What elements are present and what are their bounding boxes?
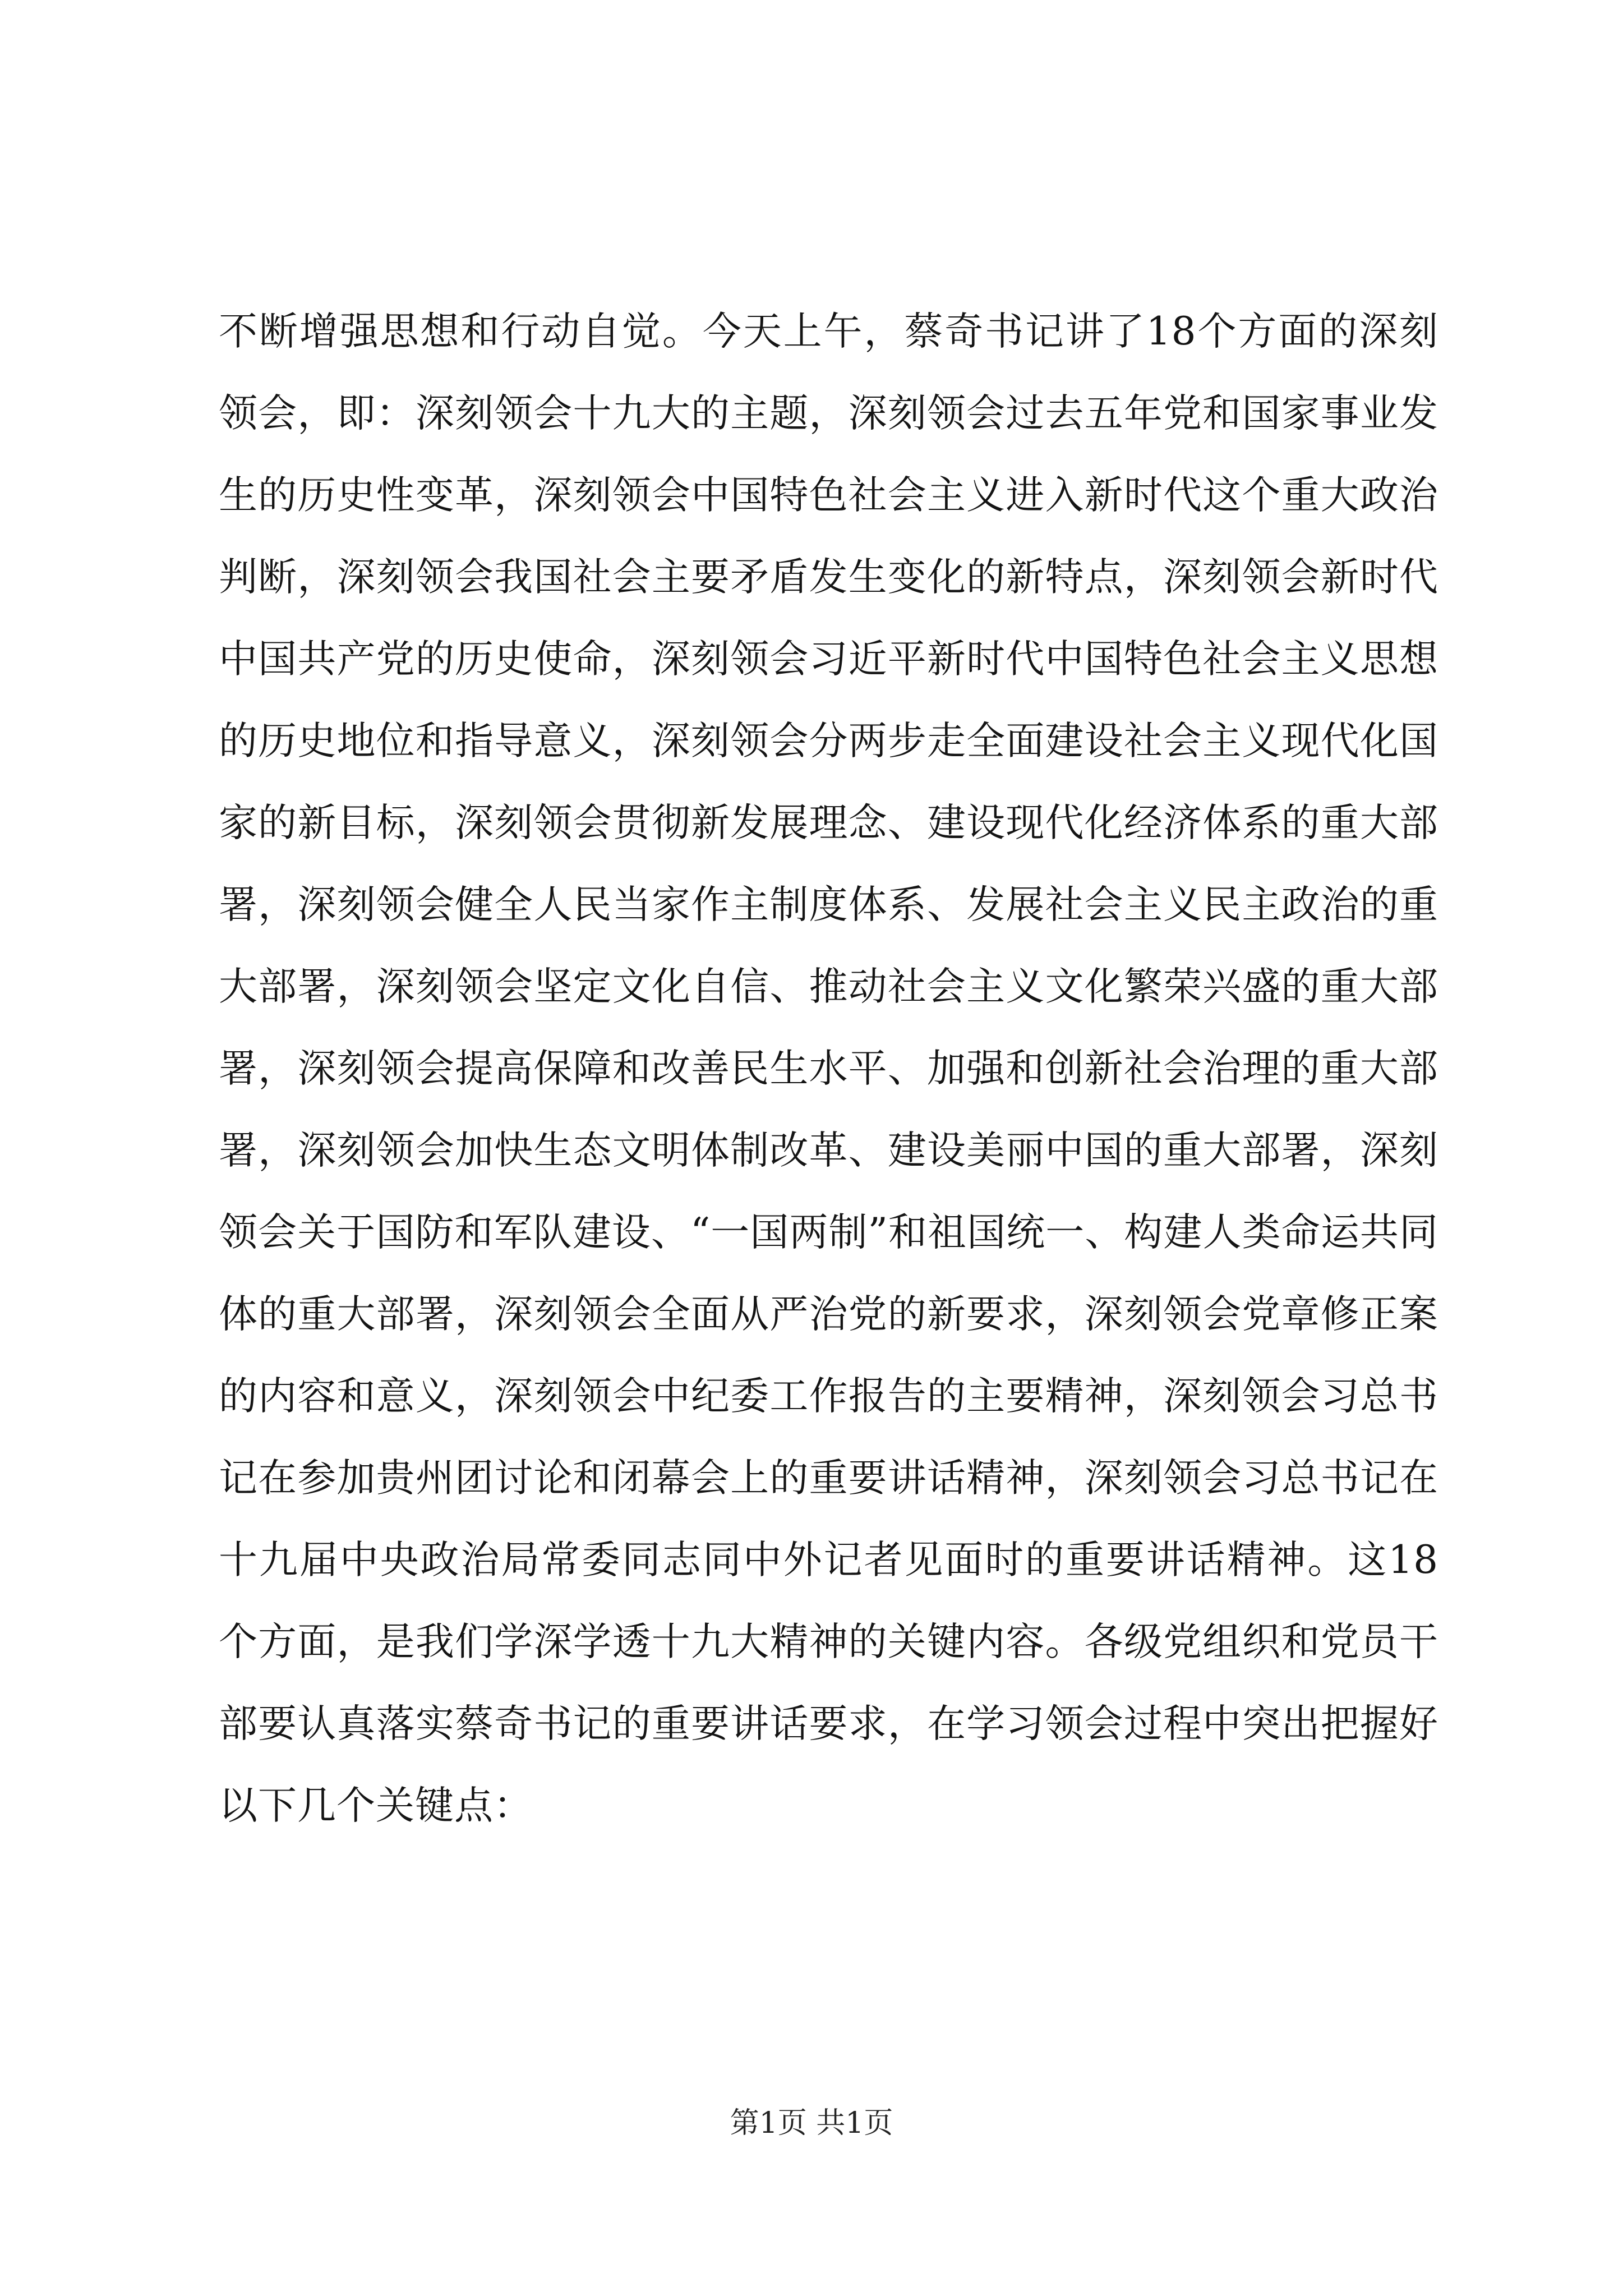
page-footer: 第1页 共1页: [730, 2106, 893, 2140]
body-paragraph: 不断增强思想和行动自觉。今天上午，蔡奇书记讲了18个方面的深刻领会，即：深刻领会十九大的主题，深刻领会过去五年党和国家事业发生的历史性变革，深刻领会中国特色社会主义进入新时代这个重大政治判断，深刻领会我国社会主要矛盾发生变化的新特点，深刻领会新时代中国共产党的历史使命，深刻领会习近平新时代中国特色社会主义思想的历史地位和指导意义，深刻领会分两步走全面建设社会主义现代化国家的新目标，深刻领会贯彻新发展理念、建设现代化经济体系的重大部署，深刻领会健全人民当家作主制度体系、发展社会主义民主政治的重大部署，深刻领会坚定文化自信、推动社会主义文化繁荣兴盛的重大部署，深刻领会提高保障和改善民生水平、加强和创新社会治理的重大部署，深刻领会加快生态文明体制改革、建设美丽中国的重大部署，深刻领会关于国防和军队建设、“一国两制”和祖国统一、构建人类命运共同体的重大部署，深刻领会全面从严治党的新要求，深刻领会党章修正案的内容和意义，深刻领会中纪委工作报告的主要精神，深刻领会习总书记在参加贵州团讨论和闭幕会上的重要讲话精神，深刻领会习总书记在十九届中央政治局常委同志同中外记者见面时的重要讲话精神。这18个方面，是我们学深学透十九大精神的关键内容。各级党组织和党员干部要认真落实蔡奇书记的重要讲话要求，在学习领会过程中突出把握好以下几个关键点：: [219, 309, 1438, 1828]
